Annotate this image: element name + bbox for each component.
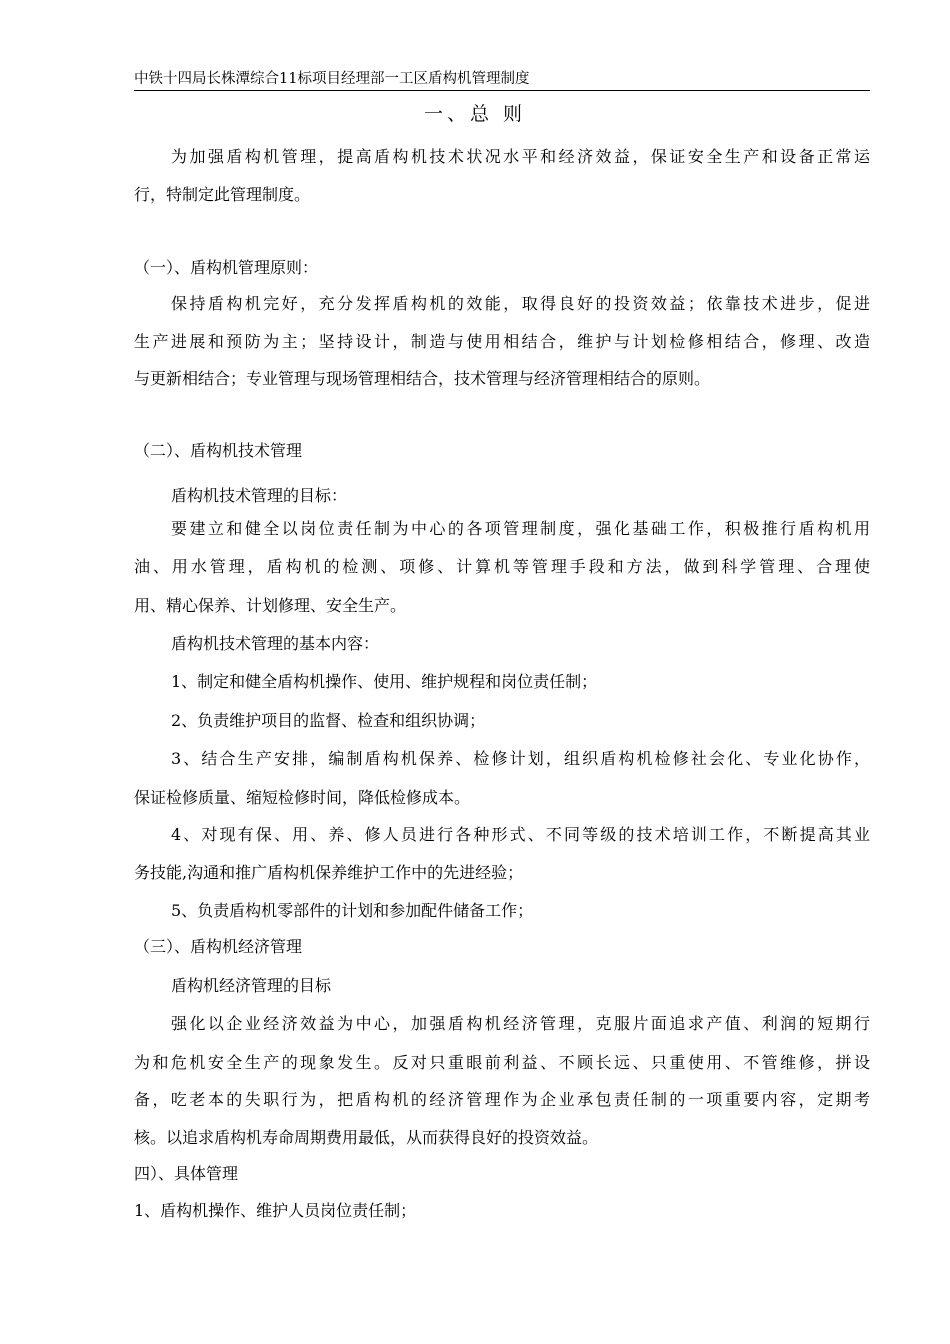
economic-paragraph-line: 强化以企业经济效益为中心，加强盾构机经济管理，克服片面追求产值、利润的短期行 xyxy=(171,1014,870,1033)
tech-content-item-cont: 保证检修质量、缩短检修时间，降低检修成本。 xyxy=(134,788,471,807)
tech-goal-line: 要建立和健全以岗位责任制为中心的各项管理制度，强化基础工作，积极推行盾构机用 xyxy=(171,519,870,538)
economic-management-heading: （三）、盾构机经济管理 xyxy=(134,937,303,956)
tech-goal-line: 油、用水管理，盾构机的检测、项修、计算机等管理手段和方法，做到科学管理、合理使 xyxy=(134,557,870,576)
tech-content-item: 4、对现有保、用、养、修人员进行各种形式、不同等级的技术培训工作，不断提高其业 xyxy=(171,825,870,844)
economic-goal-label: 盾构机经济管理的目标 xyxy=(171,976,332,995)
principles-paragraph-line: 保持盾构机完好，充分发挥盾构机的效能，取得良好的投资效益；依靠技术进步，促进 xyxy=(171,294,870,313)
tech-content-item: 1、制定和健全盾构机操作、使用、维护规程和岗位责任制； xyxy=(171,672,598,691)
principles-heading: （一）、盾构机管理原则： xyxy=(134,258,319,277)
tech-content-label: 盾构机技术管理的基本内容： xyxy=(171,634,380,653)
intro-paragraph-line: 行，特制定此管理制度。 xyxy=(134,185,311,204)
tech-content-item: 5、负责盾构机零部件的计划和参加配件储备工作； xyxy=(171,901,534,920)
section-title: 一、总 则 xyxy=(423,103,527,125)
tech-goal-label: 盾构机技术管理的目标： xyxy=(171,486,348,505)
tech-content-item: 2、负责维护项目的监督、检查和组织协调； xyxy=(171,711,486,730)
intro-paragraph-line: 为加强盾构机管理，提高盾构机技术状况水平和经济效益，保证安全生产和设备正常运 xyxy=(171,147,870,166)
tech-goal-line: 用、精心保养、计划修理、安全生产。 xyxy=(134,596,407,615)
principles-paragraph-line: 与更新相结合；专业管理与现场管理相结合，技术管理与经济管理相结合的原则。 xyxy=(134,369,711,388)
tech-content-item-cont: 务技能,沟通和推广盾构机保养维护工作中的先进经验； xyxy=(134,863,524,882)
economic-paragraph-line: 为和危机安全生产的现象发生。反对只重眼前利益、不顾长远、只重使用、不管维修，拼设 xyxy=(134,1053,870,1072)
tech-management-heading: （二）、盾构机技术管理 xyxy=(134,441,303,460)
principles-paragraph-line: 生产进展和预防为主；坚持设计，制造与使用相结合，维护与计划检修相结合，修理、改造 xyxy=(134,332,870,351)
economic-paragraph-line: 备，吃老本的失职行为，把盾构机的经济管理作为企业承包责任制的一项重要内容，定期考 xyxy=(134,1090,870,1109)
specific-management-item: 1、盾构机操作、维护人员岗位责任制； xyxy=(134,1201,417,1220)
specific-management-heading: 四）、具体管理 xyxy=(134,1164,239,1183)
economic-paragraph-line: 核。以追求盾构机寿命周期费用最低，从而获得良好的投资效益。 xyxy=(134,1128,599,1147)
page-header: 中铁十四局长株潭综合11标项目经理部一工区盾构机管理制度 xyxy=(134,68,870,91)
tech-content-item: 3、结合生产安排，编制盾构机保养、检修计划，组织盾构机检修社会化、专业化协作， xyxy=(171,749,870,768)
